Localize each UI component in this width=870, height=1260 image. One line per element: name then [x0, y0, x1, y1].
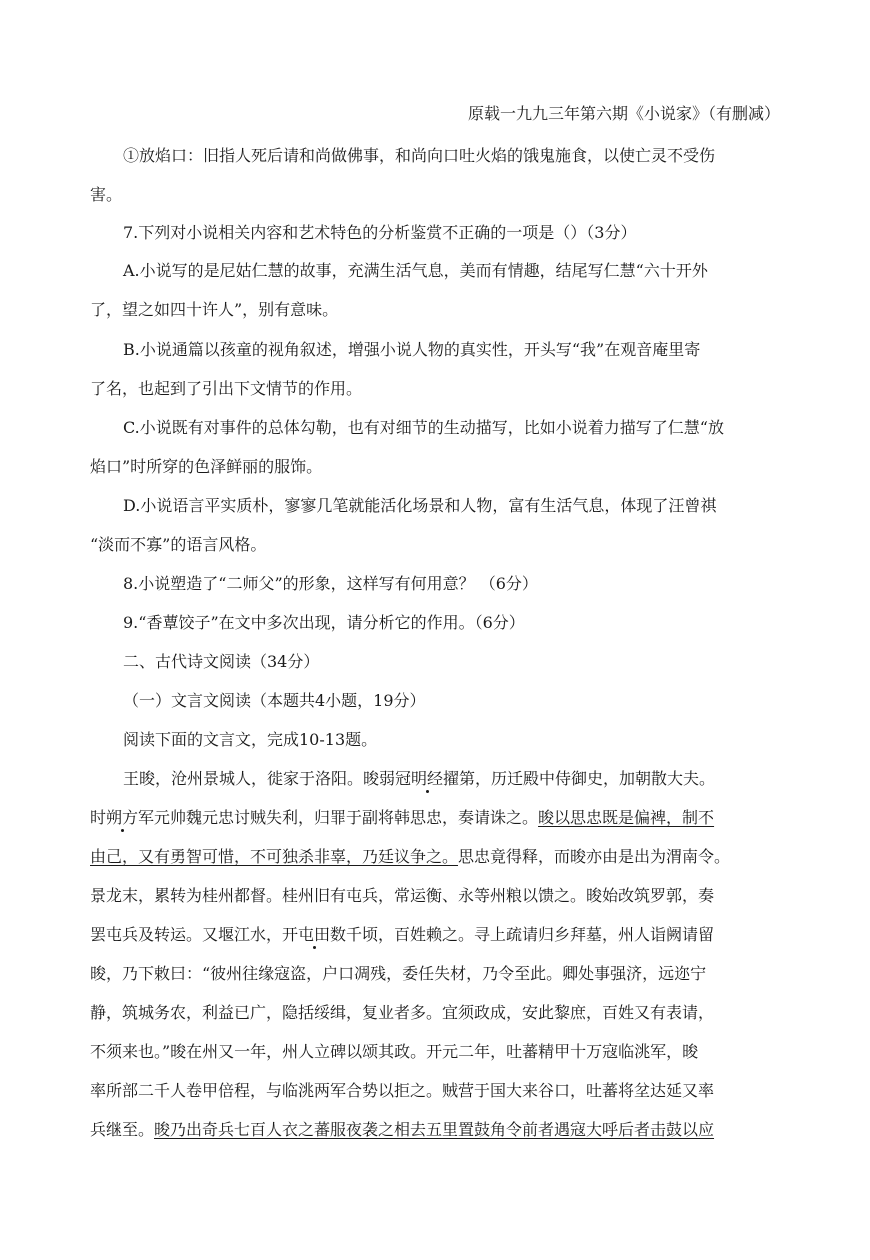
passage-text: 罢屯兵及转运。又堰江水，开 [90, 925, 299, 944]
passage-text: 兵继至。 [90, 1120, 155, 1139]
footnote-line: ①放焰口：旧指人死后请和尚做佛事，和尚向口吐火焰的饿鬼施食，以使亡灵不受伤 [123, 146, 716, 165]
option-d-continued: “淡而不寡”的语言风格。 [90, 535, 267, 554]
passage-text: 军元帅魏元忠讨贼失利，归罪于副将韩思忠，奏请诛之。 [138, 808, 539, 827]
passage-text: 数千顷，百姓赖之。寻上疏请归乡拜墓，州人诣阙请留 [330, 925, 715, 944]
question-8: 8.小说塑造了“二师父”的形象，这样写有何用意？ （6分） [123, 574, 538, 593]
passage-line [90, 846, 790, 868]
option-d: D.小说语言平实质朴，寥寥几笔就能活化场景和人物，富有生活气息，体现了汪曾祺 [123, 496, 717, 515]
passage-line [123, 768, 823, 790]
option-a: A.小说写的是尼姑仁慧的故事，充满生活气息，美而有情趣，结尾写仁慧“六十开外 [123, 261, 708, 280]
subsection-heading: （一）文言文阅读（本题共4小题，19分） [123, 691, 426, 710]
marked-word: 明经 [411, 769, 444, 788]
underlined-sentence: 晙乃出奇兵七百人衣之蕃服夜袭之相去五里置鼓角令前者遇寇大呼后者击鼓以应 [154, 1120, 715, 1139]
option-c: C.小说既有对事件的总体勾勒，也有对细节的生动描写，比如小说着力描写了仁慧“放 [123, 418, 724, 437]
passage-text: 时 [90, 808, 107, 827]
passage-line: 静，筑城务农，利益已广，隐括绥缉，复业者多。宜须政成，安此黎庶，百姓又有表请， [90, 1003, 715, 1022]
passage-text: 王晙，沧州景城人，徙家于洛阳。晙弱冠 [123, 769, 412, 788]
passage-line [90, 924, 790, 946]
passage-line: 率所部二千人卷甲倍程，与临洮两军合势以拒之。贼营于国大来谷口，吐蕃将坌达延又率 [90, 1081, 715, 1100]
underlined-sentence: 晙以思忠既是偏裨，制不 [538, 808, 715, 827]
marked-word: 朔方 [106, 808, 139, 827]
marked-word: 屯田 [298, 925, 331, 944]
source-note: 原载一九九三年第六期《小说家》（有删减） [467, 104, 780, 123]
passage-line [90, 807, 790, 829]
option-a-continued: 了，望之如四十许人”，别有意味。 [90, 300, 339, 319]
footnote-line: 害。 [90, 185, 123, 204]
question-9: 9.“香蕈饺子”在文中多次出现，请分析它的作用。（6分） [123, 613, 525, 632]
option-b: B.小说通篇以孩童的视角叙述，增强小说人物的真实性，开头写“我”在观音庵里寄 [123, 340, 701, 359]
passage-line: 不须来也。”晙在州又一年，州人立碑以颂其政。开元二年，吐蕃精甲十万寇临洮军，晙 [90, 1042, 699, 1061]
passage-line: 景龙末，累转为桂州都督。桂州旧有屯兵，常运衡、永等州粮以馈之。晙始改筑罗郭，奏 [90, 886, 715, 905]
option-c-continued: 焰口”时所穿的色泽鲜丽的服饰。 [90, 457, 323, 476]
option-b-continued: 了名，也起到了引出下文情节的作用。 [90, 379, 363, 398]
instruction: 阅读下面的文言文，完成10-13题。 [123, 730, 378, 749]
passage-text: 思忠竟得释，而晙亦由是出为渭南令。 [458, 847, 731, 866]
passage-line: 晙，乃下敕曰：“彼州往缘寇盗，户口凋残，委任失材，乃令至此。卿处事强济，远迩宁 [90, 964, 707, 983]
underlined-sentence: 由己，又有勇智可惜，不可独杀非辜，乃廷议争之。 [90, 847, 459, 866]
passage-text: 擢第，历迁殿中侍御史，加朝散大夫。 [443, 769, 716, 788]
section-heading: 二、古代诗文阅读（34分） [123, 652, 320, 671]
question-7-stem: 7.下列对小说相关内容和艺术特色的分析鉴赏不正确的一项是（）（3分） [123, 223, 637, 242]
passage-line [90, 1119, 790, 1141]
